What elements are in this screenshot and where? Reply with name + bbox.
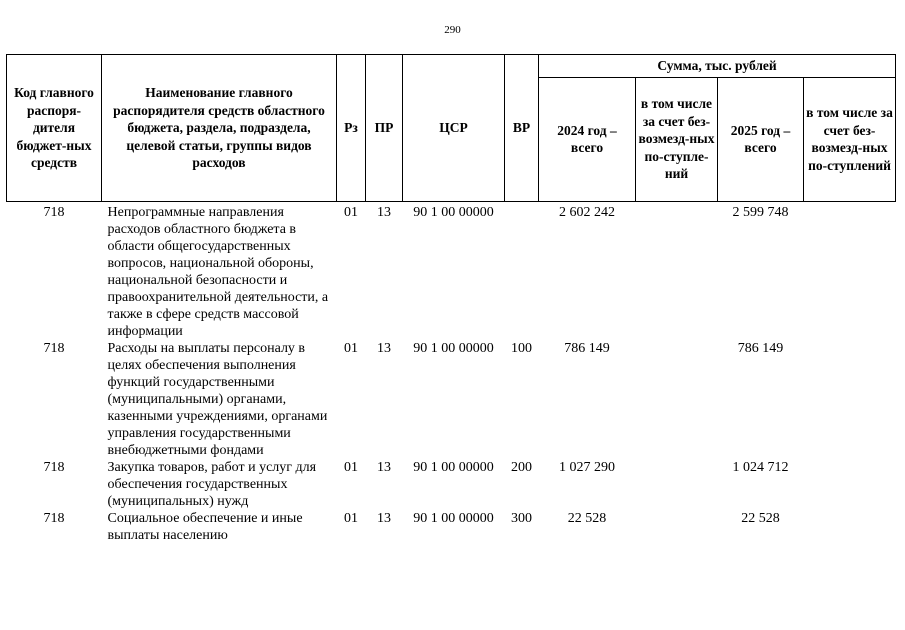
- cell-kod: 718: [43, 459, 65, 475]
- cell-vr: 100: [511, 340, 532, 356]
- cell-name: Расходы на выплаты персоналу в целях обеспечения выполнения функций государственными (муниципальными) органами, казенными учреждениями, органами управления государственными внебюджетными фондами: [107, 340, 328, 458]
- cell-pr: 13: [377, 204, 391, 220]
- cell-2025-total: 1 024 712: [732, 459, 789, 475]
- header-csr: ЦСР: [403, 55, 505, 202]
- header-pr: ПР: [366, 55, 403, 202]
- cell-2024-free: [636, 340, 718, 459]
- table-row: [7, 201, 896, 340]
- table-row: [7, 510, 896, 544]
- cell-2025-total: 2 599 748: [732, 204, 789, 220]
- header-2024-free: в том числе за счет без-возмезд-ных по-ступле-ний: [636, 77, 718, 201]
- cell-2024-free: [636, 459, 718, 510]
- header-2024-total: 2024 год – всего: [539, 77, 636, 201]
- header-name: Наименование главного распорядителя средств областного бюджета, раздела, подраздела, целевой статьи, группы видов расходов: [102, 55, 337, 202]
- cell-name: Непрограммные направления расходов областного бюджета в области общегосударственных вопросов, национальной обороны, национальной безопасности и правоохранительной деятельности, а также в сфере средств массовой информации: [107, 204, 329, 339]
- cell-2024-free: [636, 201, 718, 340]
- header-rz: Рз: [337, 55, 366, 202]
- cell-vr: [505, 201, 539, 340]
- cell-2024-total: 2 602 242: [559, 204, 615, 220]
- cell-2024-free: [636, 510, 718, 544]
- cell-rz: 01: [344, 204, 358, 220]
- cell-2024-total: 1 027 290: [559, 459, 615, 475]
- header-kod: Код главного распоря-дителя бюджет-ных средств: [7, 55, 102, 202]
- cell-rz: 01: [344, 340, 358, 356]
- cell-2025-free: [804, 340, 896, 459]
- cell-2025-free: [804, 201, 896, 340]
- cell-kod: 718: [43, 204, 65, 220]
- cell-2025-total: 786 149: [737, 340, 784, 356]
- cell-csr: 90 1 00 00000: [413, 459, 494, 475]
- cell-vr: 300: [511, 510, 532, 526]
- page-number: 290: [444, 24, 461, 36]
- cell-2025-free: [804, 510, 896, 544]
- cell-2025-free: [804, 459, 896, 510]
- cell-kod: 718: [43, 340, 65, 356]
- cell-csr: 90 1 00 00000: [413, 340, 494, 356]
- cell-csr: 90 1 00 00000: [413, 204, 494, 220]
- header-2025-total: 2025 год – всего: [718, 77, 804, 201]
- cell-pr: 13: [377, 510, 391, 526]
- cell-kod: 718: [43, 510, 65, 526]
- table-body: [7, 201, 896, 544]
- table-header: [7, 55, 896, 202]
- cell-vr: 200: [511, 459, 532, 475]
- header-2025-free: в том числе за счет без-возмезд-ных по-ступлений: [804, 77, 896, 201]
- cell-2024-total: 22 528: [567, 510, 607, 526]
- header-vr: ВР: [505, 55, 539, 202]
- cell-pr: 13: [377, 459, 391, 475]
- cell-csr: 90 1 00 00000: [413, 510, 494, 526]
- header-sum: Сумма, тыс. рублей: [539, 55, 896, 78]
- cell-name: Закупка товаров, работ и услуг для обеспечения государственных (муниципальных) нужд: [107, 459, 317, 509]
- cell-2025-total: 22 528: [741, 510, 780, 526]
- cell-pr: 13: [377, 340, 391, 356]
- budget-table: [6, 54, 896, 544]
- table-row: [7, 459, 896, 510]
- table-row: [7, 340, 896, 459]
- cell-2024-total: 786 149: [564, 340, 610, 356]
- cell-name: Социальное обеспечение и иные выплаты населению: [107, 510, 303, 543]
- cell-rz: 01: [344, 510, 358, 526]
- cell-rz: 01: [344, 459, 358, 475]
